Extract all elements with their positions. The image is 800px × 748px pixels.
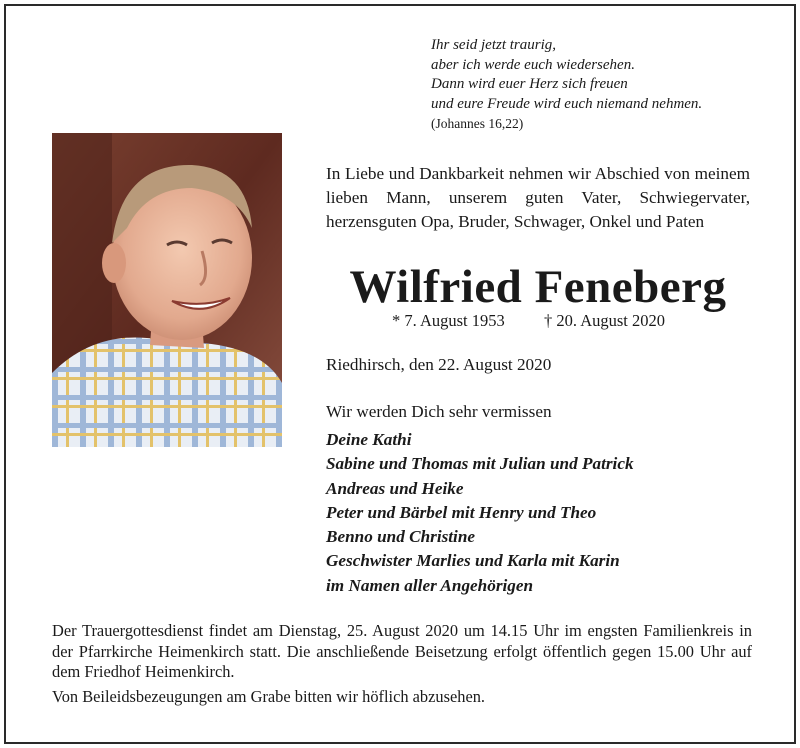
birth-date: * 7. August 1953 <box>392 311 505 330</box>
condolences-note: Von Beileidsbezeugungen am Grabe bitten wir höflich abzusehen. <box>52 687 486 706</box>
death-date: † 20. August 2020 <box>544 311 666 330</box>
intro-text: In Liebe und Dankbarkeit nehmen wir Abschied von meinem lieben Mann, unserem guten Vater, Schwiegervater, herzensguten Opa, Bruder, Schwager, Onkel und Paten <box>326 164 750 231</box>
family-line: Geschwister Marlies und Karla mit Karin <box>326 551 620 571</box>
quote-line: aber ich werde euch wiedersehen. <box>431 56 635 73</box>
deceased-name: Wilfried Feneberg <box>349 261 727 313</box>
bible-quote <box>431 36 702 134</box>
funeral-service-info: Der Trauergottesdienst findet am Dienstag, 25. August 2020 um 14.15 Uhr im engsten Familienkreis in der Pfarrkirche Heimenkirch statt. Die anschließende Beisetzung erfolgt öffentlich gegen 15.00 Uhr auf dem Friedhof Heimenkirch. <box>52 621 752 681</box>
family-signatures <box>326 428 634 598</box>
family-line: Andreas und Heike <box>326 478 464 498</box>
family-line: Deine Kathi <box>326 430 412 449</box>
family-line: Sabine und Thomas mit Julian und Patrick <box>326 454 634 474</box>
quote-line: und eure Freude wird euch niemand nehmen. <box>431 95 703 112</box>
quote-source: (Johannes 16,22) <box>431 116 524 131</box>
family-line: Peter und Bärbel mit Henry und Theo <box>326 502 597 522</box>
portrait-photo <box>52 133 282 447</box>
miss-text: Wir werden Dich sehr vermissen <box>326 402 552 421</box>
place-and-date: Riedhirsch, den 22. August 2020 <box>326 355 552 374</box>
quote-line: Ihr seid jetzt traurig, <box>431 37 557 53</box>
family-line: im Namen aller Angehörigen <box>326 575 534 595</box>
quote-line: Dann wird euer Herz sich freuen <box>431 76 628 92</box>
family-line: Benno und Christine <box>326 527 476 547</box>
